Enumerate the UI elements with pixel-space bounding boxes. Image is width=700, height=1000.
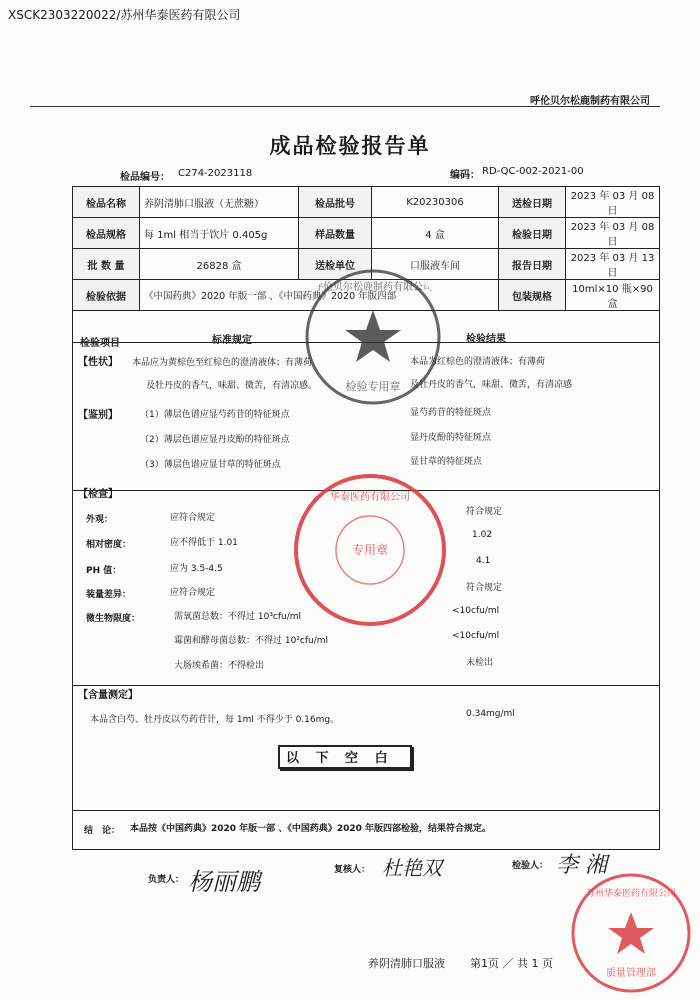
footer-product: 养阴清肺口服液 bbox=[368, 957, 445, 970]
lot-label: 批 数 量 bbox=[73, 249, 140, 280]
unit-label: 送检单位 bbox=[299, 249, 372, 280]
conclusion-text: 本品按《中国药典》2020 年版一部 、《中国药典》2020 年版四部检验，结果符合规定。 bbox=[130, 824, 491, 834]
company-name: 呼伦贝尔松鹿制药有限公司 bbox=[530, 96, 650, 107]
identify-label: 【鉴别】 bbox=[78, 410, 118, 421]
check-std: 应不得低于 1.01 bbox=[170, 538, 238, 548]
batch-label: 检品批号 bbox=[299, 187, 372, 218]
check-res: <10cfu/ml bbox=[452, 631, 500, 641]
basis-label: 检验依据 bbox=[73, 280, 140, 311]
lot-value: 26828 盒 bbox=[140, 249, 299, 280]
watermark-text: XSCK2303220022/苏州华泰医药有限公司 bbox=[8, 8, 241, 22]
identify-res-2: 显丹皮酚的特征斑点 bbox=[410, 433, 492, 443]
code-value: RD-QC-002-2021-00 bbox=[482, 166, 584, 177]
divider bbox=[72, 810, 660, 811]
owner-label: 负责人： bbox=[148, 875, 185, 885]
report-no-label: 检品编号： bbox=[120, 172, 170, 183]
page-title: 成品检验报告单 bbox=[269, 134, 431, 158]
seal-text-bottom: 质量管理部 bbox=[606, 968, 656, 979]
end-mark: 以 下 空 白 bbox=[286, 751, 394, 766]
footer-page: 第1页 ／ 共 1 页 bbox=[470, 957, 553, 970]
send-date-label: 送检日期 bbox=[499, 187, 566, 218]
seal-text-top: 呼伦贝尔松鹿制药有限公司 bbox=[313, 282, 433, 293]
check-res: 未检出 bbox=[466, 658, 494, 668]
identify-res-1: 显芍药苷的特征斑点 bbox=[410, 408, 492, 418]
property-std-2: 及牡丹皮的香气，味甜、微苦，有清凉感。 bbox=[146, 381, 318, 391]
reviewer-label: 复核人： bbox=[334, 865, 371, 875]
name-value: 养阴清肺口服液（无蔗糖） bbox=[140, 187, 299, 218]
qty-value: 4 盒 bbox=[372, 218, 499, 249]
reviewer-signature: 杜艳双 bbox=[382, 856, 442, 880]
test-date-value: 2023 年 03 月 08 日 bbox=[566, 218, 660, 249]
seal-text-bottom: 检验专用章 bbox=[345, 380, 401, 393]
check-std: 应为 3.5-4.5 bbox=[170, 564, 223, 574]
check-item: 外观： bbox=[86, 515, 114, 525]
company-seal-red bbox=[290, 470, 450, 630]
name-label: 检品名称 bbox=[73, 187, 140, 218]
check-item: 装量差异： bbox=[86, 590, 132, 600]
check-res: 4.1 bbox=[476, 556, 491, 566]
basis-value: 《中国药典》2020 年版一部 、《中国药典》2020 年版四部 bbox=[140, 280, 499, 311]
tester-label: 检验人： bbox=[512, 861, 549, 871]
check-item: PH 值： bbox=[86, 566, 122, 576]
unit-value: 口服液车间 bbox=[372, 249, 499, 280]
identify-std-1: （1）薄层色谱应显芍药苷的特征斑点 bbox=[140, 410, 290, 420]
batch-value: K20230306 bbox=[372, 187, 499, 218]
seal-text: 专用章 bbox=[351, 543, 389, 557]
quality-seal-red bbox=[568, 870, 694, 996]
spec-label: 检品规格 bbox=[73, 218, 140, 249]
pack-label: 包装规格 bbox=[499, 280, 566, 311]
spec-value: 每 1ml 相当于饮片 0.405g bbox=[140, 218, 299, 249]
conclusion-label: 结 论： bbox=[84, 826, 121, 836]
check-res: 符合规定 bbox=[466, 583, 503, 593]
property-res-1: 本品为红棕色的澄清液体；有薄荷 bbox=[410, 357, 546, 367]
header-rule bbox=[30, 106, 660, 107]
content-res: 0.34mg/ml bbox=[466, 709, 515, 719]
report-date-label: 报告日期 bbox=[499, 249, 566, 280]
pack-value: 10ml×10 瓶×90 盒 bbox=[566, 280, 660, 311]
report-no: C274-2023118 bbox=[178, 168, 253, 179]
check-res: <10cfu/ml bbox=[452, 606, 500, 616]
check-item: 相对密度： bbox=[86, 540, 132, 550]
check-std: 应符合规定 bbox=[170, 513, 216, 523]
check-std: 大肠埃希菌：不得检出 bbox=[174, 661, 265, 671]
identify-std-3: （3）薄层色谱应显甘草的特征斑点 bbox=[140, 460, 281, 470]
check-std: 需氧菌总数：不得过 10³cfu/ml bbox=[174, 612, 302, 622]
star-icon bbox=[345, 310, 401, 362]
seal-text-top: 华泰医药有限公司 bbox=[330, 492, 410, 503]
check-res: 符合规定 bbox=[466, 507, 503, 517]
identify-std-2: （2）薄层色谱应显丹皮酚的特征斑点 bbox=[140, 435, 290, 445]
divider bbox=[72, 685, 660, 686]
header-item: 检验项目 bbox=[80, 338, 120, 349]
report-date-value: 2023 年 03 月 13 日 bbox=[566, 249, 660, 280]
seal-text-top: 苏州华泰医药有限公司 bbox=[585, 889, 677, 899]
qty-label: 样品数量 bbox=[299, 218, 372, 249]
property-std-1: 本品应为黄棕色至红棕色的澄清液体；有薄荷 bbox=[132, 358, 313, 368]
inspection-seal bbox=[298, 262, 448, 412]
owner-signature: 杨丽鹏 bbox=[188, 868, 260, 896]
content-std: 本品含白芍、牡丹皮以芍药苷计，每 1ml 不得少于 0.16mg。 bbox=[90, 715, 340, 725]
check-label: 【检查】 bbox=[78, 489, 118, 500]
check-std: 应符合规定 bbox=[170, 588, 216, 598]
check-item: 微生物限度： bbox=[86, 614, 141, 624]
check-std: 霉菌和酵母菌总数：不得过 10²cfu/ml bbox=[174, 636, 329, 646]
header-result: 检验结果 bbox=[466, 334, 506, 345]
code-label: 编码： bbox=[450, 170, 480, 181]
header-standard: 标准规定 bbox=[212, 335, 252, 346]
send-date-value: 2023 年 03 月 08 日 bbox=[566, 187, 660, 218]
property-res-2: 及牡丹皮的香气，味甜、微苦，有清凉感 bbox=[410, 380, 573, 390]
property-label: 【性状】 bbox=[78, 357, 118, 368]
identify-res-3: 显甘草的特征斑点 bbox=[410, 457, 483, 467]
tester-signature: 李 湘 bbox=[556, 853, 607, 878]
content-label: 【含量测定】 bbox=[78, 690, 138, 701]
test-date-label: 检验日期 bbox=[499, 218, 566, 249]
star-icon bbox=[608, 912, 654, 954]
check-res: 1.02 bbox=[472, 530, 493, 540]
